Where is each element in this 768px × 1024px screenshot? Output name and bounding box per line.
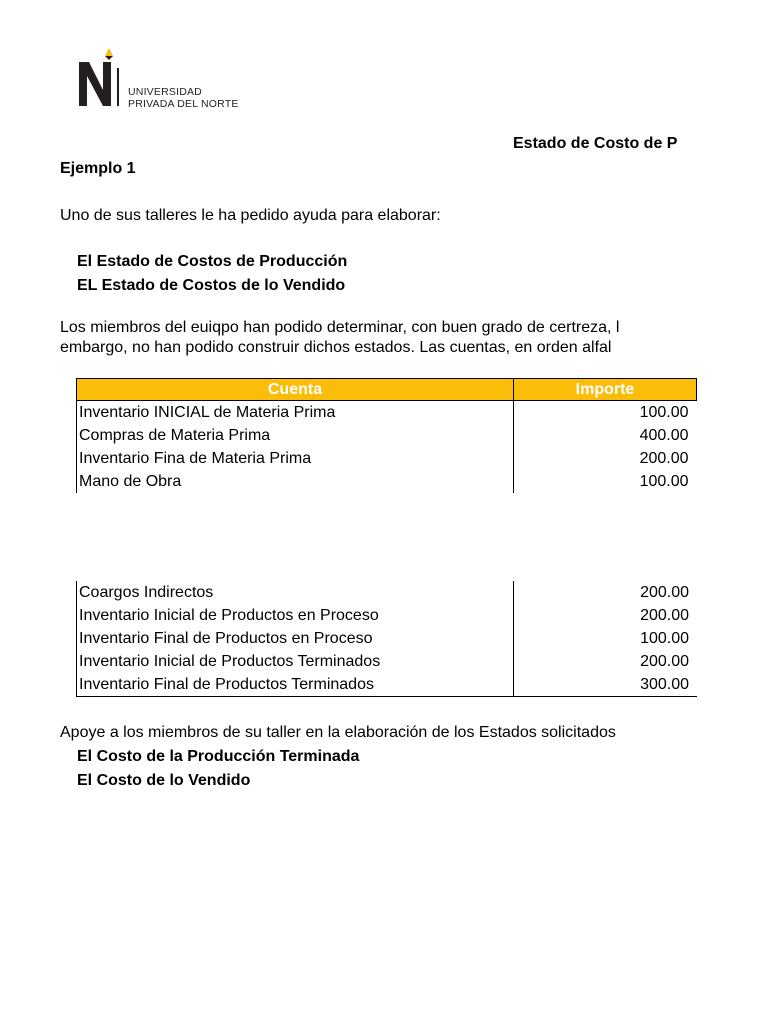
table-row <box>77 650 698 673</box>
document-title: Estado de Costo de P <box>513 135 678 152</box>
accounts-table <box>76 378 697 493</box>
account-name: Inventario Final de Productos Terminados <box>77 673 514 697</box>
paragraph-line-1: Los miembros del euiqpo han podido determinar, con buen grado de certreza, l <box>60 319 620 336</box>
accounts-table-continued <box>76 581 697 697</box>
table-row <box>77 424 697 447</box>
account-name: Inventario Final de Productos en Proceso <box>77 627 514 650</box>
table-row <box>77 627 698 650</box>
account-amount: 400.00 <box>639 426 689 444</box>
account-amount: 100.00 <box>639 403 689 421</box>
account-amount: 200.00 <box>640 606 689 624</box>
table-header-row <box>77 379 697 401</box>
table-row <box>77 401 697 425</box>
university-name-line1: UNIVERSIDAD <box>128 86 202 98</box>
column-header-importe: Importe <box>514 379 697 401</box>
intro-text: Uno de sus talleres le ha pedido ayuda para elaborar: <box>60 207 441 224</box>
account-name: Inventario Inicial de Productos Terminados <box>77 650 514 673</box>
account-name: Mano de Obra <box>77 470 514 493</box>
task-item-1: El Estado de Costos de Producción <box>77 253 348 270</box>
column-header-cuenta: Cuenta <box>77 379 514 401</box>
table-row <box>77 604 698 627</box>
example-label: Ejemplo 1 <box>60 160 136 177</box>
deliverable-item-1: El Costo de la Producción Terminada <box>77 748 360 765</box>
task-item-2: EL Estado de Costos de lo Vendido <box>77 277 346 294</box>
account-amount: 200.00 <box>639 449 689 467</box>
account-amount: 200.00 <box>640 652 689 670</box>
table-row <box>77 470 697 493</box>
university-name-line2: PRIVADA DEL NORTE <box>128 98 239 110</box>
paragraph-line-2: embargo, no han podido construir dichos estados. Las cuentas, en orden alfal <box>60 339 612 356</box>
account-amount: 200.00 <box>640 583 689 601</box>
table-row <box>77 581 698 604</box>
account-name: Inventario INICIAL de Materia Prima <box>77 401 514 425</box>
account-amount: 100.00 <box>640 629 689 647</box>
account-name: Compras de Materia Prima <box>77 424 514 447</box>
table-row <box>77 447 697 470</box>
table-row <box>77 673 698 697</box>
account-amount: 100.00 <box>639 472 689 490</box>
account-name: Coargos Indirectos <box>77 581 514 604</box>
deliverable-item-2: El Costo de lo Vendido <box>77 772 251 789</box>
closing-text: Apoye a los miembros de su taller en la elaboración de los Estados solicitados <box>60 724 616 741</box>
account-name: Inventario Fina de Materia Prima <box>77 447 514 470</box>
account-name: Inventario Inicial de Productos en Proceso <box>77 604 514 627</box>
account-amount: 300.00 <box>640 675 689 693</box>
